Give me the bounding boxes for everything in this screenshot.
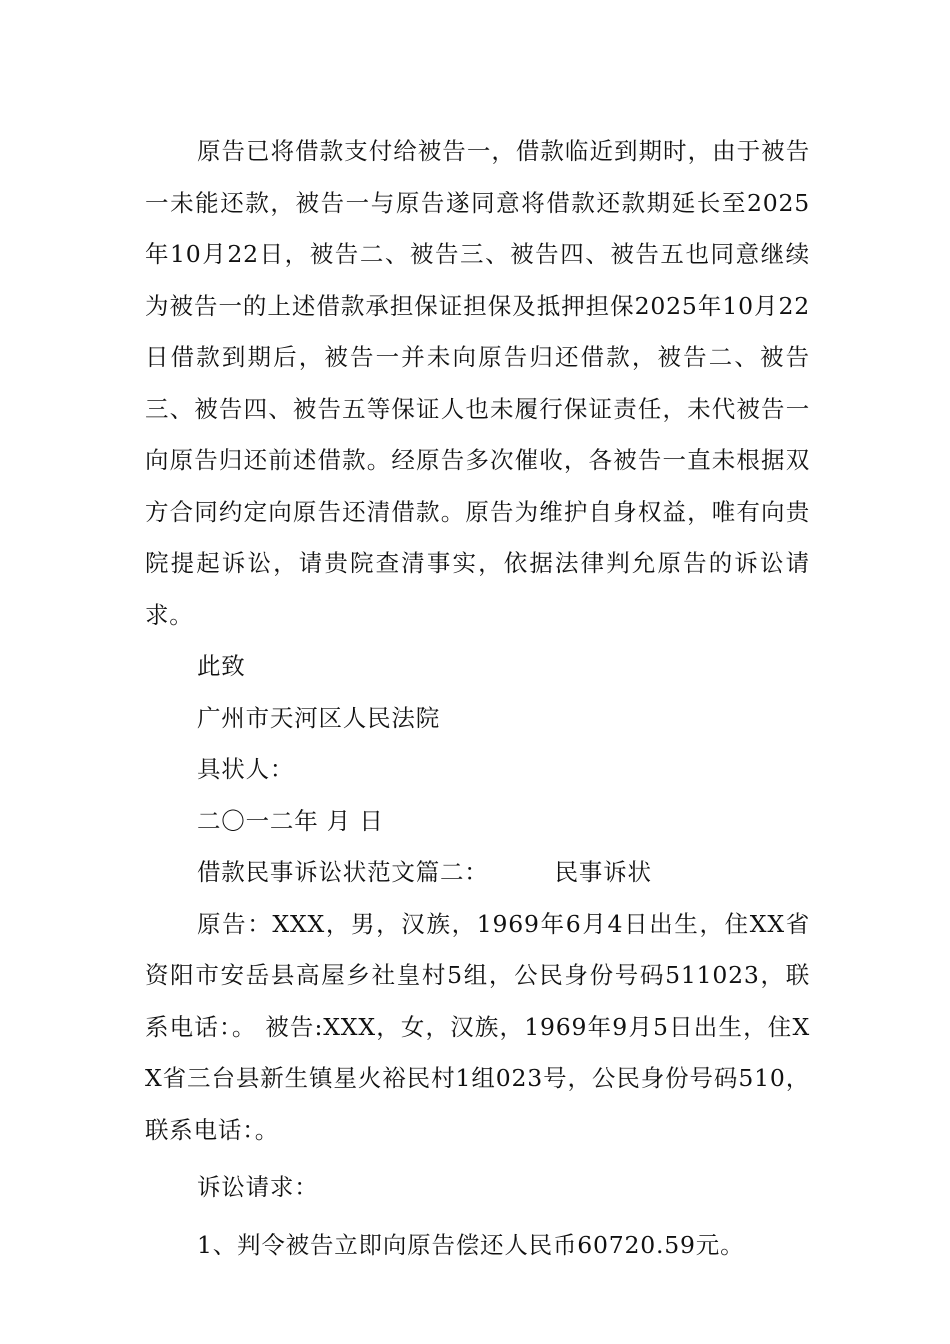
document-date: 二〇一二年 月 日: [197, 806, 384, 835]
section-subtitle: 民事诉状: [554, 858, 652, 886]
paragraph-parties: 原告：XXX，男，汉族，1969年6月4日出生，住XX省资阳市安岳县高屋乡社皇村5组，公民身份号码511023，联系电话：。 被告:XXX，女，汉族，1969年9月5日出生，住XX省三台县新生镇星火裕民村1组023号，公民身份号码510，联系电话：。: [145, 909, 810, 1144]
claims-heading: 诉讼请求：: [197, 1173, 319, 1201]
paragraph-case-facts: 原告已将借款支付给被告一，借款临近到期时，由于被告一未能还款，被告一与原告遂同意将借款还款期延长至2025年10月22日，被告二、被告三、被告四、被告五也同意继续为被告一的上述借款承担保证担保及抵押担保2025年10月22日借款到期后，被告一并未向原告归还借款，被告二、被告三、被告四、被告五等保证人也未履行保证责任，未代被告一向原告归还前述借款。经原告多次催收，各被告一直未根据双方合同约定向原告还清借款。原告为维护自身权益，唯有向贵院提起诉讼，请贵院查清事实，依据法律判允原告的诉讼请求。: [145, 137, 810, 629]
section-heading: [145, 847, 810, 899]
document-page: [145, 126, 810, 1271]
signer-label: 具状人：: [197, 755, 295, 783]
section-title: 借款民事诉讼状范文篇二：: [197, 858, 489, 886]
salutation: 此致: [197, 652, 246, 680]
court-name: 广州市天河区人民法院: [197, 703, 440, 732]
claim-item-1: 1、判令被告立即向原告偿还人民币60720.59元。: [197, 1230, 745, 1259]
